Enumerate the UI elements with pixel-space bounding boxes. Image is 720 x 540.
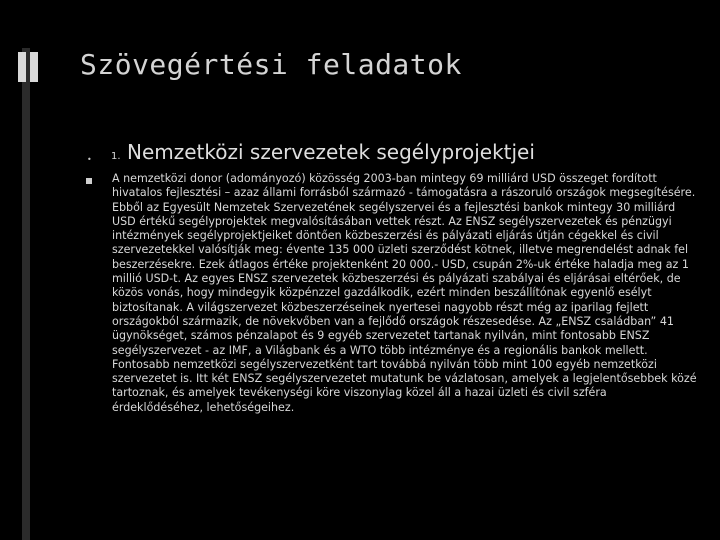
heading-number: 1. (111, 151, 121, 162)
bullet-square (86, 178, 92, 184)
bullet-dot: • (87, 155, 92, 164)
body-paragraph: A nemzetközi donor (adományozó) közösség 2003-ban mintegy 69 milliárd USD összeget fordított hivatalos fejlesztési – azaz állami forrásból származó - támogatásra a rászoruló országok megsegítésére. Ebből az Egyesült Nemzetek Szervezetének segélyszervei és a fejlesztési bankok mintegy 30 milliárd USD értékű segélyprojektek megvalósításában vettek részt. Az ENSZ segélyszervezetek és pénzügyi intézmények segélyprojektjeiket döntően közbeszerzési és pályázati eljárás útján cégekkel és civil szervezetekkel valósítják meg: évente 135 000 üzleti szerződést kötnek, illetve megrendelést adnak fel beszerzésekre. Ezek átlagos értéke projektenként 20 000.- USD, csupán 2%-uk értéke haladja meg az 1 millió USD-t. Az egyes ENSZ szervezetek közbeszerzési és pályázati szabályai és eljárásai eltérőek, de közös vonás, hogy mindegyik közpénzzel gazdálkodik, ezért minden beszállítónak egyenlő esélyt biztosítanak. A világszervezet közbeszerzéseinek nyertesei nagyobb részt még az iparilag fejlett országokból származik, de növekvőben van a fejlődő országok részesedése. Az „ENSZ családban” 41 ügynökséget, számos pénzalapot és 9 egyéb szervezetet tartanak nyilván, mint fontosabb ENSZ segélyszervezet - az IMF, a Világbank és a WTO több intézménye és a regionális bankok mellett. Fontosabb nemzetközi segélyszervezetként tart továbbá nyilván több mint 100 egyéb nemzetközi szervezetet is. Itt két ENSZ segélyszervezetet mutatunk be vázlatosan, amelyek a legjelentősebbek közé tartoznak, és amelyek tevékenységi köre viszonylag közel áll a hazai üzleti és civil szféra érdeklődéséhez, lehetőségeihez. (112, 172, 697, 414)
slide-title: Szövegértési feladatok (80, 48, 462, 81)
section-heading: Nemzetközi szervezetek segélyprojektjei (127, 140, 535, 164)
title-marker-left (18, 52, 26, 82)
sidebar-bar-decoration (22, 48, 30, 540)
title-marker-right (30, 52, 38, 82)
